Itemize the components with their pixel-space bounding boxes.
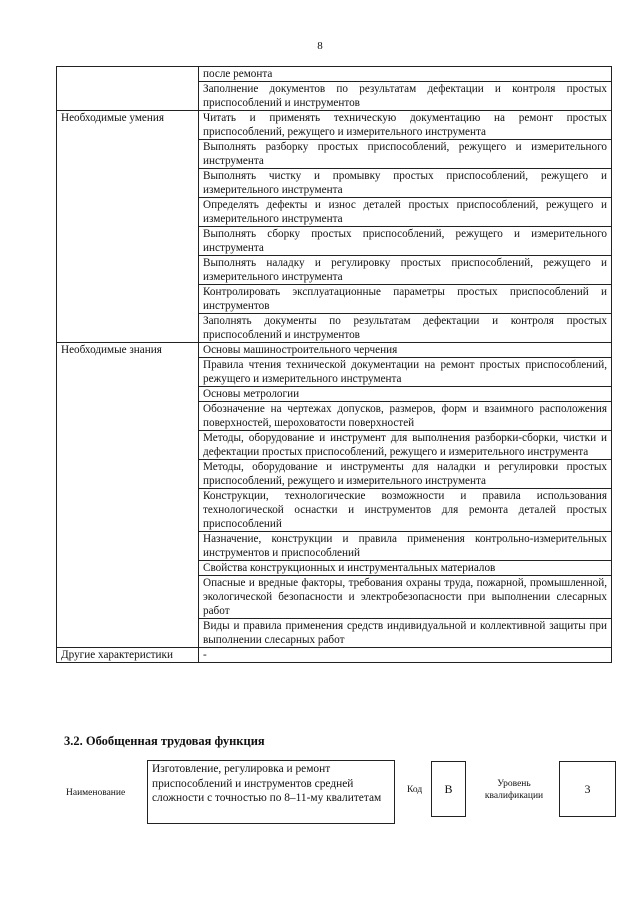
level-label: Уровень квалификации bbox=[484, 779, 544, 801]
row-group-label: Другие характеристики bbox=[57, 648, 199, 663]
table-cell-item: Виды и правила применения средств индивидуальной и коллективной защиты при выполнении слесарных работ bbox=[199, 619, 612, 648]
table-cell-item: Основы машиностроительного черчения bbox=[199, 343, 612, 358]
table-cell-item: Обозначение на чертежах допусков, размеров, форм и взаимного расположения поверхностей, шероховатости поверхностей bbox=[199, 402, 612, 431]
table-cell-item: Выполнять наладку и регулировку простых приспособлений, режущего и измерительного инструмента bbox=[199, 256, 612, 285]
row-group-label bbox=[57, 67, 199, 111]
name-label: Наименование bbox=[66, 788, 126, 798]
table-cell-item: Заполнение документов по результатам дефектации и контроля простых приспособлений и инструментов bbox=[199, 82, 612, 111]
table-row bbox=[57, 111, 612, 140]
competency-table bbox=[56, 66, 612, 663]
row-group-label: Необходимые умения bbox=[57, 111, 199, 343]
table-cell-item: Читать и применять техническую документацию на ремонт простых приспособлений, режущего и измерительного инструмента bbox=[199, 111, 612, 140]
row-group-label: Необходимые знания bbox=[57, 343, 199, 648]
table-row bbox=[57, 648, 612, 663]
table-cell-item: Конструкции, технологические возможности и правила использования технологической оснастки и инструментов для ремонта деталей простых приспособлений bbox=[199, 489, 612, 532]
table-cell-item: Заполнять документы по результатам дефектации и контроля простых приспособлений и инструментов bbox=[199, 314, 612, 343]
function-name-box: Изготовление, регулировка и ремонт приспособлений и инструментов средней сложности с точностью по 8–11-му квалитетам bbox=[147, 760, 395, 824]
code-value-box: B bbox=[431, 761, 466, 817]
table-row bbox=[57, 67, 612, 82]
table-row bbox=[57, 343, 612, 358]
table-cell-item: после ремонта bbox=[199, 67, 612, 82]
table-cell-item: Методы, оборудование и инструменты для наладки и регулировки простых приспособлений, режущего и измерительного инструмента bbox=[199, 460, 612, 489]
table-cell-item: Опасные и вредные факторы, требования охраны труда, пожарной, промышленной, экологической безопасности и электробезопасности при выполнении слесарных работ bbox=[199, 576, 612, 619]
table-cell-item: Выполнять чистку и промывку простых приспособлений, режущего и измерительного инструмента bbox=[199, 169, 612, 198]
table-cell-item: Методы, оборудование и инструмент для выполнения разборки-сборки, чистки и дефектации простых приспособлений, режущего и измерительного инструмента bbox=[199, 431, 612, 460]
code-label: Код bbox=[407, 785, 423, 795]
section-title: 3.2. Обобщенная трудовая функция bbox=[64, 734, 265, 748]
table-cell-item: Выполнять сборку простых приспособлений, режущего и измерительного инструмента bbox=[199, 227, 612, 256]
table-cell-item: Контролировать эксплуатационные параметры простых приспособлений и инструментов bbox=[199, 285, 612, 314]
level-value-box: 3 bbox=[559, 761, 616, 817]
table-cell-item: Основы метрологии bbox=[199, 387, 612, 402]
table-cell-item: Назначение, конструкции и правила применения контрольно-измерительных инструментов и приспособлений bbox=[199, 532, 612, 561]
table-cell-item: Определять дефекты и износ деталей простых приспособлений, режущего и измерительного инструмента bbox=[199, 198, 612, 227]
table-cell-item: - bbox=[199, 648, 612, 663]
table-cell-item: Выполнять разборку простых приспособлений, режущего и измерительного инструмента bbox=[199, 140, 612, 169]
table-cell-item: Свойства конструкционных и инструментальных материалов bbox=[199, 561, 612, 576]
page-number: 8 bbox=[317, 40, 323, 52]
table-cell-item: Правила чтения технической документации на ремонт простых приспособлений, режущего и измерительного инструмента bbox=[199, 358, 612, 387]
